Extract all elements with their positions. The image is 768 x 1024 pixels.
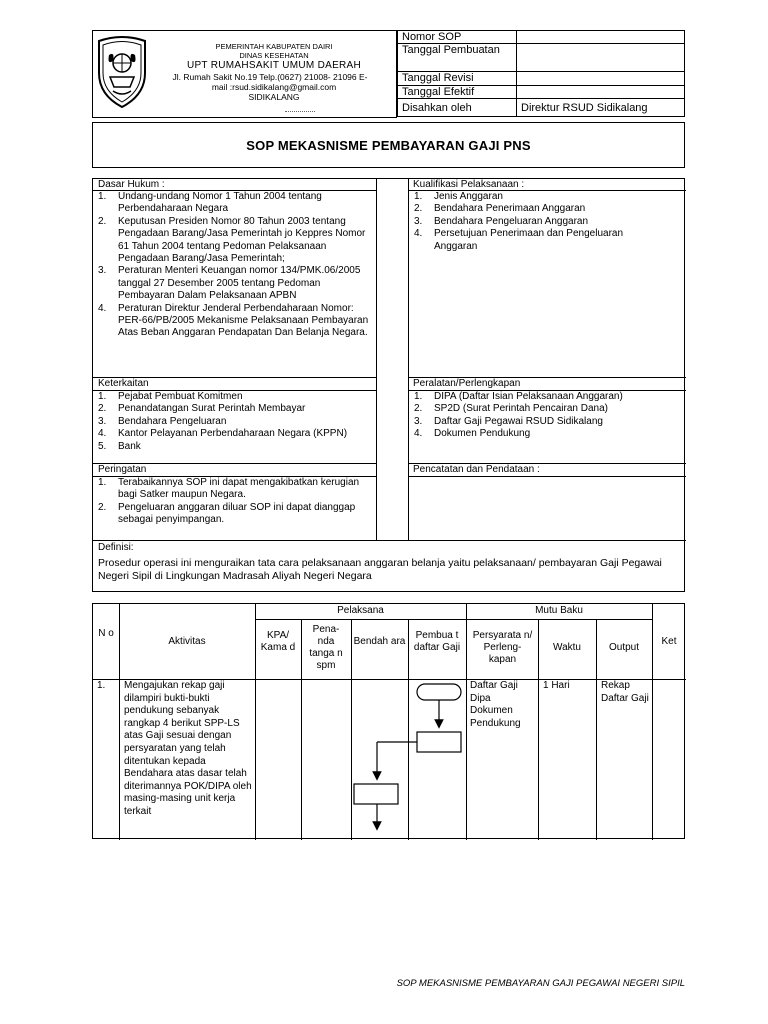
kualifikasi-label: Kualifikasi Pelaksanaan : bbox=[413, 179, 525, 190]
kualifikasi-list bbox=[414, 191, 664, 253]
keterkaitan-list bbox=[98, 391, 370, 453]
meta-value bbox=[517, 86, 685, 99]
row-divider bbox=[408, 476, 686, 477]
terminator-shape bbox=[417, 684, 461, 700]
list-item: 2. Penandatangan Surat Perintah Membayar bbox=[98, 403, 306, 415]
letterhead bbox=[92, 30, 397, 118]
header-output: Output bbox=[608, 642, 640, 653]
list-item: 3. Daftar Gaji Pegawai RSUD Sidikalang bbox=[414, 415, 603, 427]
sop-meta-table bbox=[397, 30, 685, 117]
meta-value bbox=[517, 44, 685, 72]
list-item: 4. Kantor Pelayanan Perbendaharaan Negara (KPPN) bbox=[98, 428, 348, 440]
row-output: Rekap Daftar Gaji bbox=[601, 680, 649, 704]
list-item: 2. Keputusan Presiden Nomor 80 Tahun 2003 tentang Pengadaan Barang/Jasa Pemerintah jo Keppres Nomor 61 Tahun 2004 tentang Pedoman Pelaksanaan Pengadaan Barang/Jasa Pemerintah; bbox=[98, 215, 366, 265]
list-item: 5. Bank bbox=[98, 440, 141, 452]
meta-key: Tanggal Revisi bbox=[398, 72, 517, 86]
page-footer: SOP MEKASNISME PEMBAYARAN GAJI PEGAWAI NEGERI SIPIL bbox=[396, 978, 685, 989]
email-line: mail :rsud.sidikalang@gmail.com bbox=[211, 82, 337, 93]
column-divider bbox=[408, 179, 409, 541]
procedure-table bbox=[92, 603, 685, 839]
peralatan-label: Peralatan/Perlengkapan bbox=[413, 378, 521, 389]
keterkaitan-label: Keterkaitan bbox=[98, 378, 149, 389]
header-no: N o bbox=[98, 628, 114, 639]
list-item: 1. Pejabat Pembuat Komitmen bbox=[98, 391, 243, 402]
meta-key: Disahkan oleh bbox=[398, 99, 517, 117]
list-item: 3. Bendahara Pengeluaran bbox=[98, 415, 227, 427]
header-bendahara: Bendah ara bbox=[353, 636, 406, 647]
list-item: 4. Persetujuan Penerimaan dan Pengeluaran Anggaran bbox=[414, 228, 624, 252]
row-divider bbox=[255, 619, 652, 620]
pencatatan-label: Pencatatan dan Pendataan : bbox=[413, 464, 540, 475]
dasar-hukum-list bbox=[98, 191, 370, 340]
sop-info-grid bbox=[92, 178, 685, 592]
row-persyaratan: Daftar Gaji Dipa Dokumen Pendukung bbox=[470, 680, 521, 729]
sop-title: SOP MEKASNISME PEMBAYARAN GAJI PNS bbox=[246, 137, 531, 153]
column-divider bbox=[376, 179, 377, 541]
list-item: 3. Peraturan Menteri Keuangan nomor 134/PMK.06/2005 tanggal 27 Desember 2005 tentang Pedoman Pembayaran Dalam Pelaksanaan APBN bbox=[98, 265, 361, 302]
city-name: SIDIKALANG bbox=[248, 92, 300, 103]
meta-key: Tanggal Efektif bbox=[398, 86, 517, 99]
header-waktu: Waktu bbox=[553, 642, 581, 653]
government-name: PEMERINTAH KABUPATEN DAIRI bbox=[215, 42, 333, 51]
meta-value bbox=[517, 31, 685, 44]
sop-title-box bbox=[92, 122, 685, 168]
meta-key: Nomor SOP bbox=[398, 31, 517, 44]
header-pelaksana: Pelaksana bbox=[337, 605, 384, 616]
header-penandatangan: Pena- nda tanga n spm bbox=[309, 624, 343, 671]
list-item: 1. Undang-undang Nomor 1 Tahun 2004 tentang Perbendaharaan Negara bbox=[98, 191, 322, 215]
flowchart bbox=[351, 680, 467, 840]
column-divider bbox=[255, 604, 256, 840]
letterhead-text bbox=[147, 42, 401, 103]
list-item: 4. Dokumen Pendukung bbox=[414, 428, 531, 440]
regency-emblem-icon bbox=[95, 33, 149, 109]
meta-value: Direktur RSUD Sidikalang bbox=[517, 99, 685, 117]
meta-value bbox=[517, 72, 685, 86]
department-name: DINAS KESEHATAN bbox=[239, 51, 309, 60]
peringatan-list bbox=[98, 477, 370, 527]
process-box bbox=[354, 784, 398, 804]
list-item: 1. Jenis Anggaran bbox=[414, 191, 503, 202]
list-item: 4. Peraturan Direktur Jenderal Perbendaharaan Nomor: PER-66/PB/2005 Mekanisme Pelaksanaan Pembayaran Atas Beban Anggaran Pendapatan Dan Belanja Negara. bbox=[98, 302, 369, 339]
header-persyaratan: Persyarata n/ Perleng- kapan bbox=[472, 630, 533, 665]
list-item: 1. DIPA (Daftar Isian Pelaksanaan Anggaran) bbox=[414, 391, 623, 402]
row-aktivitas: Mengajukan rekap gaji dilampiri bukti-bukti pendukung sebanyak rangkap 4 berikut SPP-LS atas Gaji sesuai dengan persyaratan yang telah ditentukan kepada Bendahara atas dasar telah diterimannya POK/DIPA oleh masing-masing unit kerja terkait bbox=[124, 680, 252, 817]
hospital-name: UPT RUMAHSAKIT UMUM DAERAH bbox=[186, 60, 362, 71]
cropped-text-fragment bbox=[285, 111, 315, 112]
list-item: 2. Pengeluaran anggaran diluar SOP ini dapat dianggap sebagai penyimpangan. bbox=[98, 501, 356, 526]
header-aktivitas: Aktivitas bbox=[168, 636, 206, 647]
process-box bbox=[417, 732, 461, 752]
column-divider bbox=[301, 619, 302, 840]
list-item: 1. Terabaikannya SOP ini dapat mengakibatkan kerugian bagi Satker maupun Negara. bbox=[98, 477, 360, 501]
header-mutu-baku: Mutu Baku bbox=[535, 605, 583, 616]
row-no: 1. bbox=[97, 680, 106, 691]
peralatan-list bbox=[414, 391, 676, 441]
row-waktu: 1 Hari bbox=[543, 680, 570, 691]
row-divider bbox=[93, 540, 686, 541]
header-pembuat-daftar-gaji: Pembua t daftar Gaji bbox=[413, 630, 461, 653]
definisi-label: Definisi: bbox=[98, 542, 134, 553]
definisi-text: Prosedur operasi ini menguraikan tata cara pelaksanaan anggaran belanja yaitu pelaksanaan/ pembayaran Gaji Pegawai Negeri Sipil di Lingkungan Madrasah Aliyah Negeri Negara bbox=[98, 557, 662, 582]
header-kpa: KPA/ Kama d bbox=[260, 630, 296, 653]
list-item: 3. Bendahara Pengeluaran Anggaran bbox=[414, 215, 589, 227]
header-ket: Ket bbox=[661, 636, 677, 647]
meta-key: Tanggal Pembuatan bbox=[398, 44, 517, 72]
list-item: 2. Bendahara Penerimaan Anggaran bbox=[414, 203, 586, 215]
peringatan-label: Peringatan bbox=[98, 464, 147, 475]
dasar-hukum-label: Dasar Hukum : bbox=[98, 179, 165, 190]
address-line: Jl. Rumah Sakit No.19 Telp.(0627) 21008- 21096 E- bbox=[172, 72, 368, 82]
list-item: 2. SP2D (Surat Perintah Pencairan Dana) bbox=[414, 403, 608, 415]
